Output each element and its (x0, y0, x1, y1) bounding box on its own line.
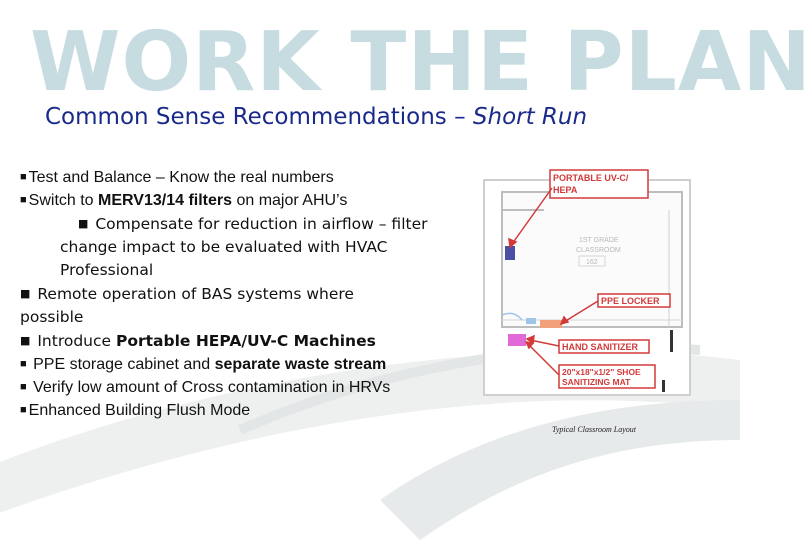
slide-subtitle (45, 104, 587, 130)
bullet-item (20, 282, 470, 329)
bullet-text: Test and Balance – Know the real numbers (28, 169, 334, 186)
bullet-item (20, 189, 470, 212)
bullet-text: Professional (60, 261, 154, 279)
door-marker (526, 318, 536, 324)
bullet-text: possible (20, 308, 84, 326)
bullet-item (20, 399, 470, 422)
bullet-text: Switch to (28, 192, 99, 209)
room-label-1: 1ST GRADE (579, 237, 619, 244)
bullet-item (20, 329, 470, 353)
bullet-square-icon: ■ (20, 358, 27, 370)
bullet-bold-text: MERV13/14 filters (98, 192, 233, 209)
bullet-square-icon: ■ (20, 334, 31, 347)
ppe-locker-marker (540, 320, 562, 328)
label-uvc-line1: PORTABLE UV-C/ (553, 173, 629, 183)
bullet-text: Introduce (37, 332, 116, 350)
sanitizing-mat-marker (508, 334, 526, 346)
slide-big-title: WORK THE PLAN (30, 15, 812, 110)
uvc-unit-marker (505, 246, 515, 260)
bullet-list (20, 166, 470, 422)
bullet-item (20, 353, 470, 376)
bullet-square-icon: ■ (78, 217, 89, 230)
bullet-square-icon: ■ (20, 171, 27, 183)
bullet-text: PPE storage cabinet and (28, 356, 215, 373)
bullet-text: change impact to be evaluated with HVAC (60, 238, 388, 256)
label-hand-sanitizer: HAND SANITIZER (562, 342, 638, 352)
bullet-item (20, 376, 470, 399)
room-label-2: CLASSROOM (576, 247, 621, 254)
label-ppe: PPE LOCKER (601, 296, 660, 306)
figure-caption: Typical Classroom Layout (552, 425, 637, 434)
room-label-3: 162 (586, 259, 598, 266)
bullet-text: Verify low amount of Cross contamination in HRVs (33, 379, 391, 396)
label-uvc-line2: HEPA (553, 185, 578, 195)
bullet-text: Compensate for reduction in airflow – filter (95, 215, 428, 233)
bullet-square-icon: ■ (20, 194, 27, 206)
subtitle-main: Common Sense Recommendations – (45, 104, 473, 130)
bullet-bold-text: separate waste stream (214, 356, 387, 373)
subtitle-italic: Short Run (472, 104, 588, 130)
sub-bullet-item (60, 212, 470, 282)
label-mat-line2: SANITIZING MAT (562, 377, 631, 387)
bullet-square-icon: ■ (20, 381, 27, 393)
bullet-text: Enhanced Building Flush Mode (28, 402, 251, 419)
bullet-square-icon: ■ (20, 404, 27, 416)
bullet-text: on major AHU’s (232, 192, 348, 209)
label-mat-line1: 20"x18"x1/2" SHOE (562, 367, 641, 377)
bullet-item (20, 166, 470, 189)
bullet-square-icon: ■ (20, 287, 31, 300)
classroom-layout-figure (484, 170, 690, 395)
bullet-bold-text: Portable HEPA/UV-C Machines (115, 332, 376, 350)
bullet-text: Remote operation of BAS systems where (37, 285, 354, 303)
